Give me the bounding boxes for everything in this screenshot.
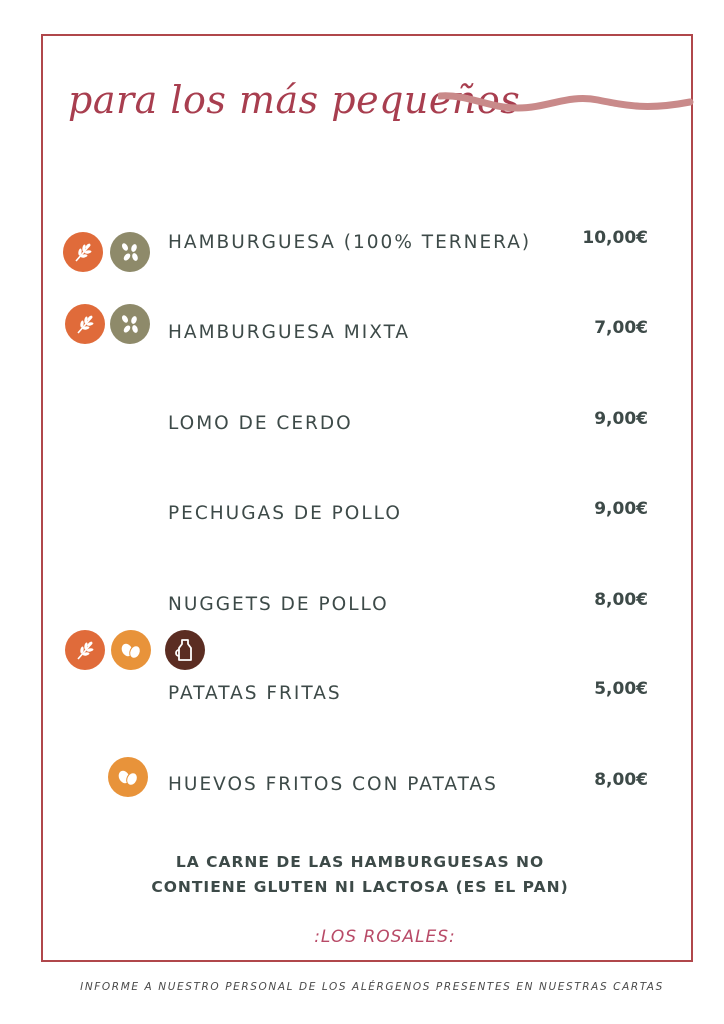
sesame-seeds-icon <box>110 232 150 272</box>
menu-item-name: PECHUGAS DE POLLO <box>168 503 402 524</box>
gluten-wheat-icon <box>65 630 105 670</box>
eggs-icon <box>111 630 151 670</box>
menu-item-price: 8,00€ <box>594 590 648 610</box>
menu-item-name: HAMBURGUESA (100% TERNERA) <box>168 232 532 253</box>
wave-decoration <box>438 88 694 118</box>
gluten-note <box>100 850 620 900</box>
milk-jug-icon <box>165 630 205 670</box>
menu-item-name: LOMO DE CERDO <box>168 413 353 434</box>
menu-item <box>0 590 724 644</box>
allergen-footer-note: INFORME A NUESTRO PERSONAL DE LOS ALÉRGENOS PRESENTES EN NUESTRAS CARTAS <box>80 981 664 993</box>
menu-item-price: 7,00€ <box>594 318 648 338</box>
menu-item-price: 9,00€ <box>594 409 648 429</box>
menu-item-price: 10,00€ <box>582 228 648 248</box>
restaurant-logo: :LOS ROSALES: <box>314 927 456 947</box>
menu-item-name: HUEVOS FRITOS CON PATATAS <box>168 774 498 795</box>
menu-item <box>0 770 724 824</box>
menu-item-name: NUGGETS DE POLLO <box>168 594 389 615</box>
gluten-note-line: CONTIENE GLUTEN NI LACTOSA (ES EL PAN) <box>151 878 569 896</box>
menu-item <box>0 679 724 733</box>
menu-item <box>0 409 724 463</box>
menu-item-name: HAMBURGUESA MIXTA <box>168 322 411 343</box>
menu-item-price: 8,00€ <box>594 770 648 790</box>
menu-item-name: PATATAS FRITAS <box>168 683 342 704</box>
menu-item <box>0 499 724 553</box>
menu-item <box>0 318 724 372</box>
gluten-wheat-icon <box>65 304 105 344</box>
menu-section-title: para los más pequeños <box>68 78 521 122</box>
sesame-seeds-icon <box>110 304 150 344</box>
gluten-note-line: LA CARNE DE LAS HAMBURGUESAS NO <box>175 853 545 871</box>
menu-item-price: 5,00€ <box>594 679 648 699</box>
eggs-icon <box>108 757 148 797</box>
gluten-wheat-icon <box>63 232 103 272</box>
menu-item-price: 9,00€ <box>594 499 648 519</box>
menu-item <box>0 228 724 282</box>
